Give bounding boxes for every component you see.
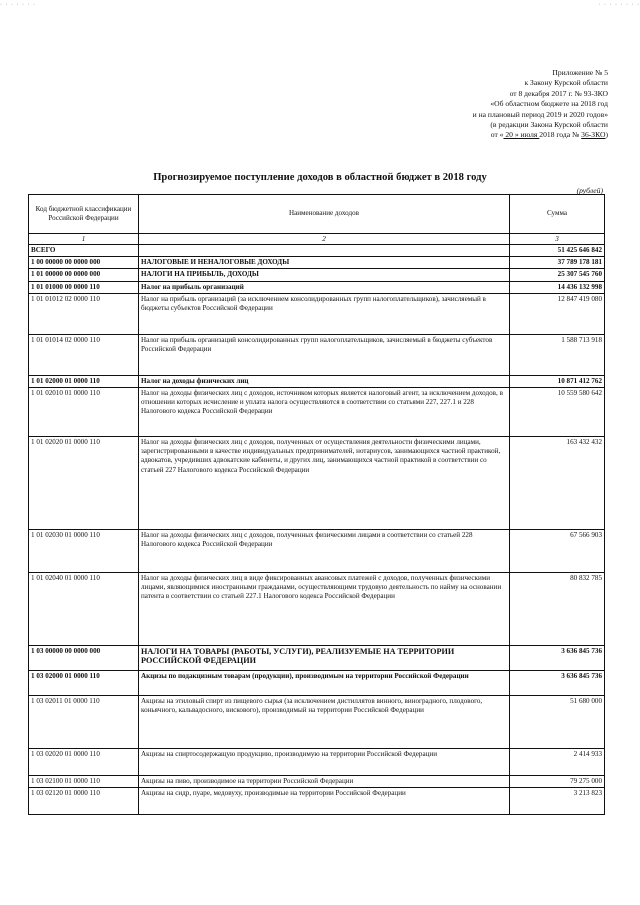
row-code: 1 03 02120 01 0000 110 <box>29 788 139 815</box>
row-amount: 67 566 903 <box>510 530 605 573</box>
table-row <box>29 788 605 815</box>
row-code: 1 01 01014 02 0000 110 <box>29 334 139 375</box>
row-code: 1 01 02000 01 0000 110 <box>29 375 139 387</box>
row-amount: 37 789 178 181 <box>510 257 605 269</box>
header-code: Код бюджетной классификации Российской Федерации <box>29 195 139 234</box>
table-row <box>29 281 605 293</box>
amendment-day: 20 » <box>503 130 519 140</box>
row-amount: 3 636 845 736 <box>510 646 605 671</box>
table-row <box>29 269 605 281</box>
row-amount: 14 436 132 998 <box>510 281 605 293</box>
column-number-row <box>29 234 605 245</box>
row-name: Акцизы на сидр, пуаре, медовуху, производимые на территории Российской Федерации <box>139 788 510 815</box>
row-amount: 2 414 933 <box>510 749 605 776</box>
row-code: 1 03 00000 00 0000 000 <box>29 646 139 671</box>
row-name: НАЛОГИ НА ПРИБЫЛЬ, ДОХОДЫ <box>139 269 510 281</box>
appendix-line: (в редакции Закона Курской области <box>490 120 608 130</box>
table-row <box>29 749 605 776</box>
amendment-prefix: от « <box>490 130 504 140</box>
units-label: (рублей) <box>576 186 603 195</box>
row-code: 1 03 02020 01 0000 110 <box>29 749 139 776</box>
row-name: Налог на доходы физических лиц с доходов, источником которых является налоговый агент, за исключением доходов, в отношении которых исчисление и уплата налога осуществляются в соответствии со статьями 227, 227.1 и 228 Налогового кодекса Российской Федерации <box>139 388 510 437</box>
row-code: 1 01 00000 00 0000 000 <box>29 269 139 281</box>
row-code: 1 00 00000 00 0000 000 <box>29 257 139 269</box>
row-code: 1 03 02011 01 0000 110 <box>29 696 139 749</box>
appendix-line: к Закону Курской области <box>524 78 608 88</box>
row-amount: 12 847 419 080 <box>510 293 605 334</box>
column-number: 1 <box>29 234 139 245</box>
table-row <box>29 776 605 788</box>
row-name: Акцизы по подакцизным товарам (продукции), производимым на территории Российской Федерации <box>139 671 510 696</box>
table-header-row <box>29 195 605 234</box>
row-name: Акцизы на этиловый спирт из пищевого сырья (за исключением дистиллятов винного, виноградного, плодового, коньячного, кальвадосного, вискового), производимый на территории Российской Федерации <box>139 696 510 749</box>
column-number: 3 <box>510 234 605 245</box>
appendix-line: от 8 декабря 2017 г. № 93-ЗКО <box>509 88 608 98</box>
table-row <box>29 245 605 257</box>
table-row <box>29 388 605 437</box>
row-name: Налог на прибыль организаций консолидированных групп налогоплательщиков, зачисляемый в бюджеты субъектов Российской Федерации <box>139 334 510 375</box>
row-code: 1 01 01000 00 0000 110 <box>29 281 139 293</box>
row-amount: 25 307 545 760 <box>510 269 605 281</box>
appendix-line: Приложение № 5 <box>552 68 608 77</box>
appendix-header <box>378 68 608 141</box>
scan-edge-marks-left: · · · · · · · <box>0 2 36 8</box>
row-name: Налог на доходы физических лиц в виде фиксированных авансовых платежей с доходов, полученных физическими лицами, являющимися иностранными гражданами, осуществляющими трудовую деятельность по найму на основании патента в соответствии со статьей 227.1 Налогового кодекса Российской Федерации <box>139 573 510 646</box>
row-code: 1 03 02100 01 0000 110 <box>29 776 139 788</box>
appendix-line: и на плановый период 2019 и 2020 годов» <box>472 109 608 119</box>
row-name: НАЛОГИ НА ТОВАРЫ (РАБОТЫ, УСЛУГИ), РЕАЛИЗУЕМЫЕ НА ТЕРРИТОРИИ РОССИЙСКОЙ ФЕДЕРАЦИИ <box>139 646 510 671</box>
row-name <box>139 245 510 257</box>
row-name: Налог на доходы физических лиц <box>139 375 510 387</box>
row-code: 1 01 02020 01 0000 110 <box>29 437 139 530</box>
table-row <box>29 257 605 269</box>
table-row <box>29 293 605 334</box>
table-row <box>29 375 605 387</box>
row-amount: 51 680 000 <box>510 696 605 749</box>
table-row <box>29 437 605 530</box>
row-name: Акцизы на спиртосодержащую продукцию, производимую на территории Российской Федерации <box>139 749 510 776</box>
amendment-year: 2018 года № <box>539 130 582 140</box>
row-name: Налог на прибыль организаций (за исключением консолидированных групп налогоплательщиков), зачисляемый в бюджеты субъектов Российской Федерации <box>139 293 510 334</box>
table-row <box>29 530 605 573</box>
scan-edge-marks <box>0 2 640 8</box>
row-amount: 80 832 785 <box>510 573 605 646</box>
row-name: Налог на доходы физических лиц с доходов, полученных от осуществления деятельности физическими лицами, зарегистрированными в качестве индивидуальных предпринимателей, нотариусов, занимающихся частной практикой, адвокатов, учредивших адвокатские кабинеты, и других лиц, занимающихся частной практикой в соответствии со статьей 227 Налогового кодекса Российской Федерации <box>139 437 510 530</box>
table-row <box>29 646 605 671</box>
table-row <box>29 334 605 375</box>
row-amount: 3 636 845 736 <box>510 671 605 696</box>
row-code: ВСЕГО <box>29 245 139 257</box>
amendment-month: июля <box>518 130 540 140</box>
row-code: 1 01 02030 01 0000 110 <box>29 530 139 573</box>
appendix-amendment-line <box>378 130 608 140</box>
row-amount: 1 588 713 918 <box>510 334 605 375</box>
table-row <box>29 573 605 646</box>
row-amount: 10 871 412 762 <box>510 375 605 387</box>
revenue-table-body <box>29 195 605 815</box>
revenue-table <box>28 194 605 815</box>
row-code: 1 01 02010 01 0000 110 <box>29 388 139 437</box>
header-amount: Сумма <box>510 195 605 234</box>
row-code: 1 01 01012 02 0000 110 <box>29 293 139 334</box>
row-name: Налог на доходы физических лиц с доходов, полученных физическими лицами в соответствии со статьей 228 Налогового кодекса Российской Федерации <box>139 530 510 573</box>
row-code: 1 03 02000 01 0000 110 <box>29 671 139 696</box>
row-amount: 163 432 432 <box>510 437 605 530</box>
amendment-number: 36-ЗКО <box>581 130 606 140</box>
header-name: Наименование доходов <box>139 195 510 234</box>
appendix-line: «Об областном бюджете на 2018 год <box>490 99 608 109</box>
row-name: НАЛОГОВЫЕ И НЕНАЛОГОВЫЕ ДОХОДЫ <box>139 257 510 269</box>
row-name: Налог на прибыль организаций <box>139 281 510 293</box>
row-amount: 51 425 646 842 <box>510 245 605 257</box>
column-number: 2 <box>139 234 510 245</box>
row-name: Акцизы на пиво, производимое на территории Российской Федерации <box>139 776 510 788</box>
scan-edge-marks-right: · · · · · · · · <box>598 2 640 8</box>
row-amount: 79 275 000 <box>510 776 605 788</box>
document-title: Прогнозируемое поступление доходов в областной бюджет в 2018 году <box>153 172 487 183</box>
amendment-suffix: ) <box>605 130 608 140</box>
row-code: 1 01 02040 01 0000 110 <box>29 573 139 646</box>
row-amount: 3 213 823 <box>510 788 605 815</box>
row-amount: 10 559 580 642 <box>510 388 605 437</box>
table-row <box>29 671 605 696</box>
table-row <box>29 696 605 749</box>
